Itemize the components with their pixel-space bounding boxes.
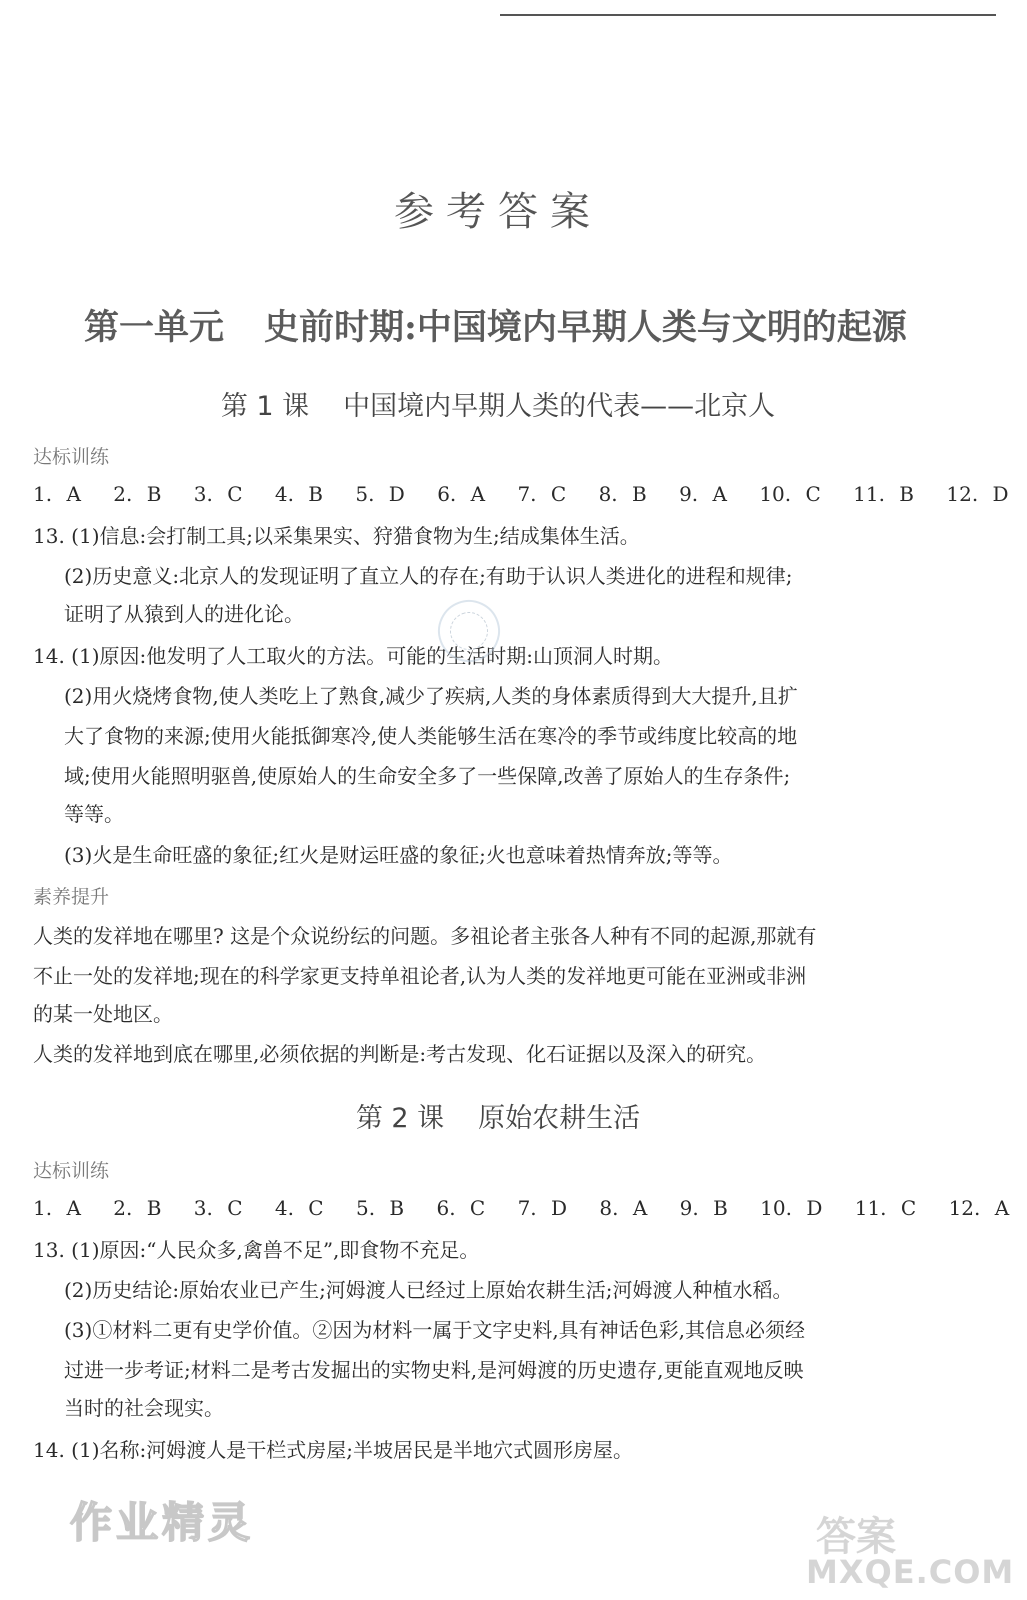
answer-line: (3)①材料二更有史学价值。②因为材料一属于文字史料,具有神话色彩,其信息必须经	[64, 1318, 806, 1342]
answer-line: 13. (1)原因:“人民众多,禽兽不足”,即食物不充足。	[33, 1238, 480, 1262]
answer-line: 证明了从猿到人的进化论。	[64, 602, 304, 626]
unit-name: 史前时期:中国境内早期人类与文明的起源	[264, 307, 907, 348]
answer-line: 大了食物的来源;使用火能抵御寒冷,使人类能够生活在寒冷的季节或纬度比较高的地	[64, 724, 798, 748]
answer-line: 过进一步考证;材料二是考古发掘出的实物史料,是河姆渡的历史遗存,更能直观地反映	[64, 1358, 804, 1382]
choice-answer: 11. C	[854, 1196, 917, 1220]
choice-answer: 9. B	[679, 1196, 728, 1220]
lesson-2-practice-heading: 达标训练	[33, 1160, 110, 1182]
literacy-line: 人类的发祥地在哪里? 这是个众说纷纭的问题。多祖论者主张各人种有不同的起源,那就有	[33, 924, 817, 948]
answer-line: 14. (1)原因:他发明了人工取火的方法。可能的生活时期:山顶洞人时期。	[33, 644, 673, 668]
answer-line: (2)用火烧烤食物,使人类吃上了熟食,减少了疾病,人类的身体素质得到大大提升,且扩	[64, 684, 798, 708]
answer-line: 当时的社会现实。	[64, 1396, 224, 1420]
choice-answer: 8. A	[599, 1196, 648, 1220]
top-rule	[500, 14, 996, 16]
document-title: 参考答案	[394, 189, 602, 235]
choice-answer: 5. B	[355, 1196, 405, 1220]
lesson-1-title	[0, 384, 996, 423]
lesson-2-title	[0, 1096, 996, 1135]
lesson-2-choice-answers	[33, 1196, 1027, 1220]
choice-answer: 1. A	[33, 1196, 81, 1220]
choice-answer: 2. B	[113, 1196, 162, 1220]
watermark-logo-left: 作业精灵	[70, 1498, 255, 1547]
answer-line: (2)历史意义:北京人的发现证明了直立人的存在;有助于认识人类进化的进程和规律;	[64, 564, 793, 588]
choice-answer: 10. C	[759, 482, 821, 506]
watermark-logo-text: 答案	[816, 1514, 896, 1560]
choice-answer: 3. C	[193, 482, 243, 506]
answer-line: (3)火是生命旺盛的象征;红火是财运旺盛的象征;火也意味着热情奔放;等等。	[64, 843, 733, 867]
choice-answer: 9. A	[679, 482, 727, 506]
answer-line: 13. (1)信息:会打制工具;以采集果实、狩猎食物为生;结成集体生活。	[33, 524, 640, 548]
answer-line: 域;使用火能照明驱兽,使原始人的生命安全多了一些保障,改善了原始人的生存条件;	[64, 764, 791, 788]
choice-answer: 3. C	[193, 1196, 243, 1220]
literacy-line: 的某一处地区。	[33, 1002, 173, 1026]
lesson-2-name: 原始农耕生活	[478, 1103, 641, 1134]
choice-answer: 5. D	[355, 482, 405, 506]
choice-answer: 10. D	[760, 1196, 823, 1220]
literacy-line: 不止一处的发祥地;现在的科学家更支持单祖论者,认为人类的发祥地更可能在亚洲或非洲	[33, 964, 807, 988]
choice-answer: 8. B	[598, 482, 647, 506]
lesson-1-practice-heading: 达标训练	[33, 446, 110, 468]
choice-answer: 12. A	[948, 1196, 1010, 1220]
unit-label: 第一单元	[84, 307, 225, 348]
choice-answer: 1. A	[33, 482, 81, 506]
lesson-1-label: 第 1 课	[220, 391, 310, 422]
answer-line: (2)历史结论:原始农业已产生;河姆渡人已经过上原始农耕生活;河姆渡人种植水稻。	[64, 1278, 793, 1302]
choice-answer: 6. A	[437, 482, 486, 506]
unit-title	[84, 300, 907, 350]
watermark-domain: MXQE.COM	[806, 1553, 1015, 1591]
choice-answer: 6. C	[436, 1196, 486, 1220]
choice-answer: 7. D	[517, 1196, 568, 1220]
lesson-1-name: 中国境内早期人类的代表——北京人	[343, 391, 776, 422]
choice-answer: 7. C	[517, 482, 567, 506]
lesson-2-label: 第 2 课	[355, 1103, 445, 1134]
watermark-logo-right	[806, 1505, 1015, 1595]
choice-answer: 4. C	[274, 1196, 324, 1220]
choice-answer: 4. B	[274, 482, 323, 506]
lesson-1-choice-answers	[33, 482, 1027, 506]
answer-line: 14. (1)名称:河姆渡人是干栏式房屋;半坡居民是半地穴式圆形房屋。	[33, 1438, 633, 1462]
lesson-1-literacy-heading: 素养提升	[33, 886, 110, 908]
answer-line: 等等。	[64, 802, 124, 826]
choice-answer: 12. D	[946, 482, 1009, 506]
literacy-line: 人类的发祥地到底在哪里,必须依据的判断是:考古发现、化石证据以及深入的研究。	[33, 1042, 767, 1066]
choice-answer: 2. B	[113, 482, 162, 506]
choice-answer: 11. B	[853, 482, 915, 506]
